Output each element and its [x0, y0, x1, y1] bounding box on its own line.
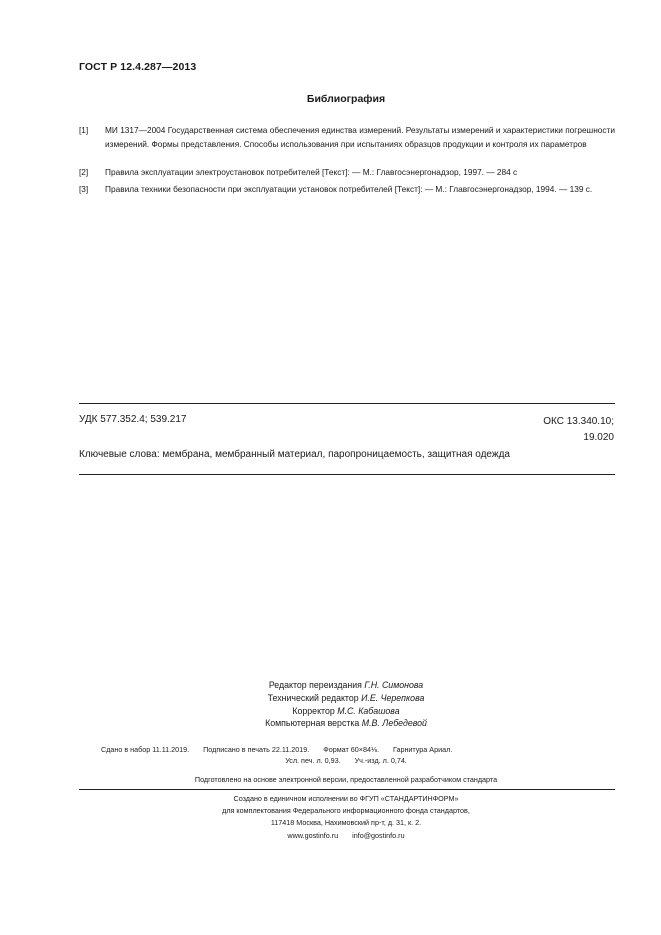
bibliography-title: Библиография	[306, 93, 386, 105]
prepared-note: Подготовлено на основе электронной версии, предоставленной разработчиком стандарта	[194, 775, 498, 784]
staff-role: Корректор	[292, 705, 335, 716]
footer-address: 117418 Москва, Нахимовский пр-т, д. 31, к. 2.	[270, 818, 422, 828]
staff-row	[0, 705, 661, 718]
staff-name: Г.Н. Симонова	[364, 680, 424, 690]
bibliography-entry	[79, 166, 615, 180]
footer-line: для комплектования Федерального информационного фонда стандартов,	[222, 806, 470, 816]
bibliography-entry	[79, 124, 615, 151]
entry-number: [2]	[79, 167, 89, 177]
staff-role: Редактор переиздания	[268, 680, 362, 690]
staff-row	[0, 692, 661, 705]
staff-row	[0, 717, 661, 730]
publication-details: Сдано в набор 11.11.2019. Подписано в печать 22.11.2019. Формат 60×84⅛. Гарнитура Ариал.	[101, 745, 453, 754]
footer-contacts: www.gostinfo.ru info@gostinfo.ru	[287, 830, 405, 840]
keywords: Ключевые слова: мембрана, мембранный материал, паропроницаемость, защитная одежда	[79, 449, 510, 460]
staff-name: М.С. Кабашова	[337, 705, 400, 716]
entry-number: [3]	[79, 184, 89, 194]
staff-role: Компьютерная верстка	[265, 718, 360, 729]
entry-text: Правила эксплуатации электроустановок потребителей [Текст]: — М.: Главгосэнергонадзор, 1997. — 284 с	[105, 167, 518, 177]
oks-line-2: 19.020	[583, 431, 614, 443]
entry-text: МИ 1317—2004 Государственная система обеспечения единства измерений. Результаты измерений и характеристики погрешности измерений. Формы представления. Способы использования при испытаниях образцов продукции и контроля их параметров	[105, 125, 615, 149]
staff-credits	[0, 679, 661, 730]
udk-code: УДК 577.352.4; 539.217	[79, 414, 187, 425]
staff-row	[0, 679, 661, 692]
document-code: ГОСТ Р 12.4.287—2013	[79, 61, 197, 73]
entry-number: [1]	[79, 125, 89, 135]
oks-line-1: ОКС 13.340.10;	[543, 416, 614, 427]
staff-role: Технический редактор	[267, 692, 359, 703]
staff-name: И.Е. Черепкова	[361, 692, 425, 703]
oks-code	[543, 414, 614, 445]
staff-name: М.В. Лебедевой	[361, 718, 427, 729]
divider	[79, 789, 615, 790]
divider	[79, 474, 615, 475]
bibliography-entry	[79, 183, 615, 197]
divider	[79, 403, 615, 404]
publisher-footer	[0, 793, 661, 842]
footer-line: Создано в единичном исполнении во ФГУП «СТАНДАРТИНФОРМ»	[233, 794, 459, 803]
publication-sheets: Усл. печ. л. 0,93. Уч.-изд. л. 0,74.	[285, 756, 407, 765]
entry-text: Правила техники безопасности при эксплуатации установок потребителей [Текст]: — М.: Главгосэнергонадзор, 1994. — 139 с.	[105, 184, 593, 194]
